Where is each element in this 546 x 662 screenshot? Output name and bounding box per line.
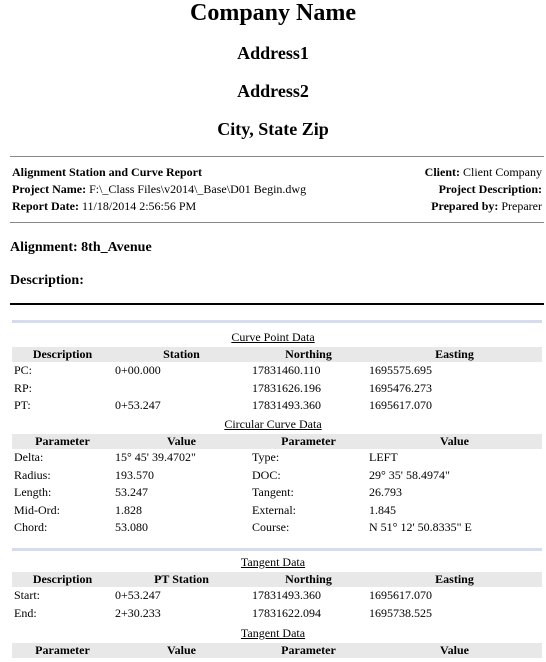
table-row: [12, 362, 542, 380]
table-cell: 26.793: [369, 485, 402, 500]
table-row: [12, 449, 542, 467]
table-cell: 1695476.273: [369, 380, 432, 395]
table-cell: Start:: [14, 588, 40, 603]
prepared-by-label: Prepared by:: [431, 199, 499, 213]
column-header: Value: [113, 434, 250, 449]
column-header: Northing: [250, 572, 367, 587]
section-divider: [10, 303, 544, 305]
table-header-row: [12, 643, 542, 658]
column-header: Easting: [367, 572, 542, 587]
table-cell: Length:: [14, 485, 52, 500]
table-cell: 1695617.070: [369, 398, 432, 413]
report-title: Alignment Station and Curve Report: [12, 165, 203, 179]
table-row: [12, 467, 542, 485]
column-header: Parameter: [250, 434, 367, 449]
table-cell: Chord:: [14, 520, 48, 535]
report-date-value: 11/18/2014 2:56:56 PM: [81, 199, 197, 213]
column-header: Northing: [250, 347, 367, 362]
table-cell: PT:: [14, 398, 31, 413]
table-cell: 0+53.247: [115, 398, 161, 413]
table-cell: Tangent:: [252, 485, 294, 500]
client-value: Client Company: [463, 165, 542, 179]
column-header: Description: [12, 572, 113, 587]
table-cell: 193.570: [115, 467, 154, 482]
tangent-data-title: Tangent Data: [240, 555, 306, 569]
table-cell: 17831460.110: [252, 363, 321, 378]
table-cell: 53.247: [115, 485, 148, 500]
table-cell: 0+00.000: [115, 363, 161, 378]
table-cell: 53.080: [115, 520, 148, 535]
table-cell: 1695617.070: [369, 588, 432, 603]
city-state-zip: City, State Zip: [217, 119, 329, 139]
alignment-name: Alignment: 8th_Avenue: [10, 240, 152, 255]
project-name-value: F:\_Class Files\v2014\_Base\D01 Begin.dwg: [89, 182, 307, 196]
table-cell: External:: [252, 502, 296, 517]
meta-divider: [10, 222, 544, 223]
project-description-label: Project Description:: [438, 182, 542, 196]
table-cell: 1.845: [369, 502, 396, 517]
report-date-label: Report Date:: [12, 199, 79, 213]
table-cell: LEFT: [369, 450, 398, 465]
report-meta-left: [12, 164, 306, 215]
table-cell: Delta:: [14, 450, 44, 465]
circular-curve-data-title: Circular Curve Data: [224, 417, 322, 431]
table-cell: [113, 380, 250, 398]
table-row: [12, 587, 542, 605]
company-name: Company Name: [190, 0, 356, 26]
table-row: [12, 380, 542, 398]
table-cell: 0+53.247: [115, 588, 161, 603]
table-cell: 17831626.196: [252, 380, 321, 395]
column-header: Description: [12, 347, 113, 362]
table-cell: RP:: [14, 380, 33, 395]
table-row: [12, 519, 542, 537]
table-cell: 1.828: [115, 502, 142, 517]
table-cell: 15° 45' 39.4702": [115, 450, 196, 465]
table-cell: Type:: [252, 450, 280, 465]
table-row: [12, 605, 542, 623]
table-header-row: [12, 347, 542, 362]
table-cell: Mid-Ord:: [14, 502, 60, 517]
column-header: Easting: [367, 347, 542, 362]
table-cell: 17831493.360: [252, 588, 321, 603]
description-label: Description:: [10, 273, 84, 288]
table-cell: PC:: [14, 363, 33, 378]
table-row: [12, 397, 542, 415]
table-row: [12, 484, 542, 502]
address-line-2: Address2: [237, 81, 309, 101]
curve-point-data-title: Curve Point Data: [231, 330, 315, 344]
table-cell: 2+30.233: [115, 605, 161, 620]
table-row: [12, 502, 542, 520]
column-header: Value: [367, 643, 542, 658]
table-divider-rule: [12, 548, 542, 551]
tangent-table: [12, 572, 542, 622]
table-cell: 1695575.695: [369, 363, 432, 378]
column-header: PT Station: [113, 572, 250, 587]
table-cell: Radius:: [14, 467, 51, 482]
table-header-row: [12, 572, 542, 587]
table-cell: 17831622.094: [252, 605, 321, 620]
client-label: Client:: [424, 165, 460, 179]
header-divider: [10, 156, 544, 157]
column-header: Value: [113, 643, 250, 658]
table-top-rule: [12, 320, 542, 323]
table-cell: N 51° 12' 50.8335" E: [369, 520, 472, 535]
column-header: Parameter: [12, 434, 113, 449]
table-header-row: [12, 434, 542, 449]
report-meta-right: [425, 164, 542, 215]
tangent-data-title-2: Tangent Data: [240, 626, 306, 640]
table-cell: 17831493.360: [252, 398, 321, 413]
table-cell: Course:: [252, 520, 290, 535]
prepared-by-value: Preparer: [501, 199, 542, 213]
circular-curve-table: [12, 434, 542, 537]
table-cell: 29° 35' 58.4974": [369, 467, 450, 482]
table-cell: End:: [14, 605, 37, 620]
column-header: Value: [367, 434, 542, 449]
column-header: Parameter: [12, 643, 113, 658]
tangent-table-2: [12, 643, 542, 658]
table-cell: 1695738.525: [369, 605, 432, 620]
column-header: Station: [113, 347, 250, 362]
column-header: Parameter: [250, 643, 367, 658]
curve-point-table: [12, 347, 542, 415]
project-name-label: Project Name:: [12, 182, 87, 196]
table-cell: DOC:: [252, 467, 281, 482]
address-line-1: Address1: [237, 43, 309, 63]
